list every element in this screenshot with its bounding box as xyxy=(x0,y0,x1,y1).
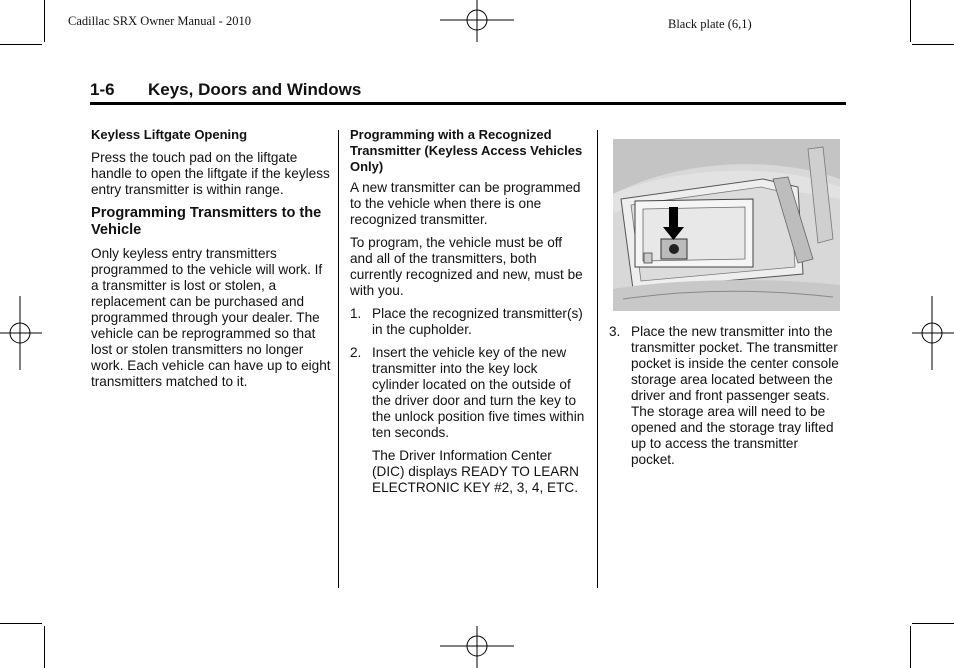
center-console-illustration xyxy=(613,139,840,311)
registration-mark-bottom xyxy=(440,626,514,668)
list-text: Insert the vehicle key of the new transmitter into the key lock cylinder located on the outside of the driver door and turn the key to the unlock position five times within ten seconds. xyxy=(372,345,585,440)
list-item xyxy=(350,306,586,338)
crop-mark xyxy=(44,626,45,668)
list-item xyxy=(609,324,839,468)
section-heading: Keys, Doors and Windows xyxy=(148,80,362,99)
column-3 xyxy=(609,324,839,475)
crop-mark xyxy=(910,626,911,668)
crop-mark xyxy=(912,44,954,45)
section-number: 1-6 xyxy=(90,80,115,99)
registration-mark-left xyxy=(0,296,44,370)
plate-label: Black plate (6,1) xyxy=(668,17,752,31)
paragraph: Press the touch pad on the liftgate handle to open the liftgate if the keyless entry transmitter is within range. xyxy=(91,150,330,197)
list-number: 1. xyxy=(350,306,362,321)
column-divider xyxy=(338,130,339,588)
manual-title: Cadillac SRX Owner Manual - 2010 xyxy=(68,14,251,28)
list-number: 3. xyxy=(609,324,621,339)
crop-mark xyxy=(44,0,45,42)
crop-mark xyxy=(0,44,42,45)
list-item xyxy=(350,345,586,441)
paragraph: Only keyless entry transmitters programmed to the vehicle will work. If a transmitter is lost or stolen, a replacement can be purchased and programmed through your dealer. The vehicle can be reprogrammed so that lost or stolen transmitters no longer work. Each vehicle can have up to eight transmitters matched to it. xyxy=(91,246,331,389)
registration-mark-top xyxy=(440,0,514,44)
heading-programming-transmitters: Programming Transmitters to the Vehicle xyxy=(91,205,322,238)
heading-recognized-transmitter: Programming with a Recognized Transmitter (Keyless Access Vehicles Only) xyxy=(350,127,583,174)
crop-mark xyxy=(910,0,911,42)
registration-mark-right xyxy=(910,296,954,370)
paragraph: A new transmitter can be programmed to the vehicle when there is one recognized transmitter. xyxy=(350,180,581,227)
column-2 xyxy=(350,127,586,503)
crop-mark xyxy=(912,623,954,624)
crop-mark xyxy=(0,623,42,624)
list-text: Place the recognized transmitter(s) in the cupholder. xyxy=(372,306,583,337)
column-1 xyxy=(91,127,331,397)
heading-keyless-liftgate: Keyless Liftgate Opening xyxy=(91,127,248,142)
column-divider xyxy=(597,130,598,588)
paragraph: To program, the vehicle must be off and all of the transmitters, both currently recognized and new, must be with you. xyxy=(350,235,583,298)
list-number: 2. xyxy=(350,345,362,360)
section-title xyxy=(90,80,846,105)
list-text: Place the new transmitter into the transmitter pocket. The transmitter pocket is inside the center console storage area located between the driver and front passenger seats. The storage area will need to be opened and the storage tray lifted up to access the transmitter pocket. xyxy=(631,324,839,467)
step-note: The Driver Information Center (DIC) displays READY TO LEARN ELECTRONIC KEY #2, 3, 4, ETC. xyxy=(372,448,579,495)
